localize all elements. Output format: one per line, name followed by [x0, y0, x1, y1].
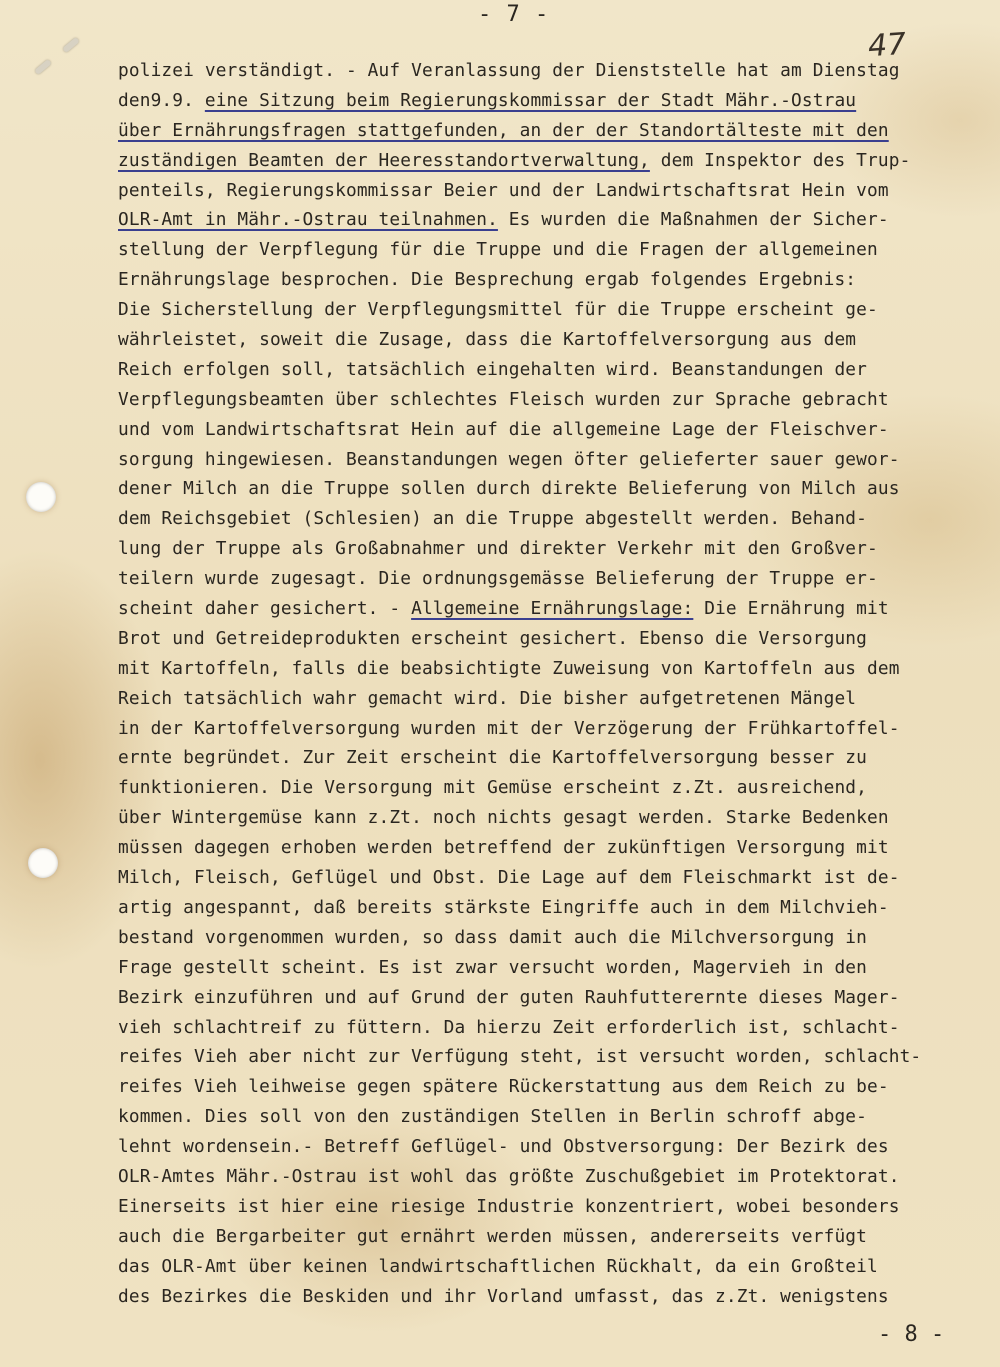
text-segment: funktionieren. Die Versorgung mit Gemüse erscheint z.Zt. ausreichend, [118, 777, 868, 799]
punch-hole [28, 848, 58, 878]
text-segment: OLR-Amtes Mähr.-Ostrau ist wohl das größte Zuschußgebiet im Protektorat. [118, 1165, 900, 1187]
text-line [118, 743, 988, 773]
text-line [118, 923, 988, 953]
text-segment: Brot und Getreideprodukten erscheint gesichert. Ebenso die Versorgung [118, 627, 868, 649]
text-line [118, 1013, 988, 1043]
text-line [118, 116, 988, 146]
text-line [118, 594, 988, 624]
text-line [118, 624, 988, 654]
typewritten-body [118, 56, 988, 1311]
text-segment: vieh schlachtreif zu füttern. Da hierzu Zeit erforderlich ist, schlacht- [118, 1016, 900, 1038]
text-line [118, 385, 988, 415]
text-line [118, 176, 988, 206]
text-segment: penteils, Regierungskommissar Beier und der Landwirtschaftsrat Hein vom [118, 179, 889, 201]
text-line [118, 654, 988, 684]
text-segment: dem Inspektor des Trup- [649, 149, 911, 171]
text-line [118, 833, 988, 863]
text-line [118, 1222, 988, 1252]
text-segment: sorgung hingewiesen. Beanstandungen wegen öfter gelieferter sauer gewor- [118, 448, 900, 470]
text-segment: teilern wurde zugesagt. Die ordnungsgemässe Belieferung der Truppe er- [118, 568, 878, 590]
text-segment: dener Milch an die Truppe sollen durch direkte Belieferung von Milch aus [118, 478, 900, 500]
text-segment: kommen. Dies soll von den zuständigen Stellen in Berlin schroff abge- [118, 1106, 868, 1128]
text-segment: polizei verständigt. - Auf Veranlassung der Dienststelle hat am Dienstag [118, 60, 900, 81]
text-segment: ernte begründet. Zur Zeit erscheint die Kartoffelversorgung besser zu [118, 747, 868, 769]
text-line [118, 445, 988, 475]
text-segment: reifes Vieh aber nicht zur Verfügung steht, ist versucht worden, schlacht- [118, 1046, 922, 1068]
text-line [118, 355, 988, 385]
text-line [118, 1102, 988, 1132]
text-line [118, 56, 988, 86]
text-line [118, 714, 988, 744]
text-line [118, 146, 988, 176]
text-line [118, 564, 988, 594]
underlined-text: zuständigen Beamten der Heeresstandortverwaltung, [118, 149, 650, 171]
text-segment: in der Kartoffelversorgung wurden mit der Verzögerung der Frühkartoffel- [118, 717, 900, 739]
text-segment: Frage gestellt scheint. Es ist zwar versucht worden, Magervieh in den [118, 956, 868, 978]
next-page-marker: - 8 - [878, 1322, 945, 1347]
text-segment: Reich tatsächlich wahr gemacht wird. Die bisher aufgetretenen Mängel [118, 687, 857, 709]
text-line [118, 1072, 988, 1102]
text-line [118, 504, 988, 534]
text-line [118, 205, 988, 235]
text-line [118, 1042, 988, 1072]
underlined-text: eine Sitzung beim Regierungskommissar der Stadt Mähr.-Ostrau [204, 89, 857, 111]
punch-hole [26, 482, 56, 512]
text-segment: mit Kartoffeln, falls die beabsichtigte Zuweisung von Kartoffeln aus dem [118, 657, 900, 679]
text-line [118, 534, 988, 564]
text-segment: Reich erfolgen soll, tatsächlich eingehalten wird. Beanstandungen der [118, 358, 868, 380]
text-segment: stellung der Verpflegung für die Truppe und die Fragen der allgemeinen [118, 239, 878, 261]
text-segment: auch die Bergarbeiter gut ernährt werden müssen, andererseits verfügt [118, 1225, 868, 1247]
text-line [118, 1252, 988, 1282]
text-segment: Ernährungslage besprochen. Die Besprechung ergab folgendes Ergebnis: [118, 269, 857, 291]
text-line [118, 1192, 988, 1222]
text-line [118, 415, 988, 445]
text-line [118, 1282, 988, 1312]
text-segment: reifes Vieh leihweise gegen spätere Rückerstattung aus dem Reich zu be- [118, 1076, 889, 1098]
text-segment: Einerseits ist hier eine riesige Industrie konzentriert, wobei besonders [118, 1195, 900, 1217]
text-segment: des Bezirkes die Beskiden und ihr Vorland umfasst, das z.Zt. wenigstens [118, 1285, 889, 1307]
text-segment: währleistet, soweit die Zusage, dass die Kartoffelversorgung aus dem [118, 329, 857, 351]
text-segment: Die Sicherstellung der Verpflegungsmittel für die Truppe erscheint ge- [118, 299, 878, 321]
text-line [118, 1162, 988, 1192]
staple-mark [62, 37, 80, 53]
text-segment: den9.9. [118, 89, 205, 111]
text-segment: Es wurden die Maßnahmen der Sicher- [497, 209, 889, 231]
text-line [118, 265, 988, 295]
text-line [118, 863, 988, 893]
text-segment: Bezirk einzuführen und auf Grund der guten Rauhfutterernte dieses Mager- [118, 986, 900, 1008]
text-segment: lehnt wordensein.- Betreff Geflügel- und Obstversorgung: Der Bezirk des [118, 1136, 889, 1158]
text-line [118, 86, 988, 116]
text-segment: dem Reichsgebiet (Schlesien) an die Truppe abgestellt werden. Behand- [118, 508, 868, 530]
text-segment: Milch, Fleisch, Geflügel und Obst. Die Lage auf dem Fleischmarkt ist de- [118, 867, 900, 889]
underlined-text: Allgemeine Ernährungslage: [411, 598, 694, 620]
text-line [118, 983, 988, 1013]
page-number: - 7 - [478, 2, 550, 27]
text-segment: artig angespannt, daß bereits stärkste Eingriffe auch in dem Milchvieh- [118, 896, 889, 918]
text-line [118, 803, 988, 833]
text-segment: müssen dagegen erhoben werden betreffend der zukünftigen Versorgung mit [118, 837, 889, 859]
text-segment: lung der Truppe als Großabnahmer und direkter Verkehr mit den Großver- [118, 538, 878, 560]
text-segment: scheint daher gesichert. - [118, 598, 412, 620]
text-line [118, 295, 988, 325]
underlined-text: OLR-Amt in Mähr.-Ostrau teilnahmen. [118, 209, 498, 231]
text-line [118, 1132, 988, 1162]
text-segment: Verpflegungsbeamten über schlechtes Fleisch wurden zur Sprache gebracht [118, 388, 889, 410]
text-line [118, 235, 988, 265]
text-segment: und vom Landwirtschaftsrat Hein auf die allgemeine Lage der Fleischver- [118, 418, 889, 440]
text-line [118, 325, 988, 355]
text-line [118, 773, 988, 803]
text-line [118, 684, 988, 714]
text-segment: über Wintergemüse kann z.Zt. noch nichts gesagt werden. Starke Bedenken [118, 807, 889, 829]
staple-mark [34, 59, 52, 75]
text-line [118, 893, 988, 923]
folio-number-handwritten: 47 [866, 26, 908, 65]
text-segment: das OLR-Amt über keinen landwirtschaftlichen Rückhalt, da ein Großteil [118, 1255, 878, 1277]
text-segment: bestand vorgenommen wurden, so dass damit auch die Milchversorgung in [118, 926, 868, 948]
text-line [118, 474, 988, 504]
underlined-text: über Ernährungsfragen stattgefunden, an der der Standortälteste mit den [118, 119, 889, 141]
text-line [118, 953, 988, 983]
text-segment: Die Ernährung mit [693, 598, 889, 620]
